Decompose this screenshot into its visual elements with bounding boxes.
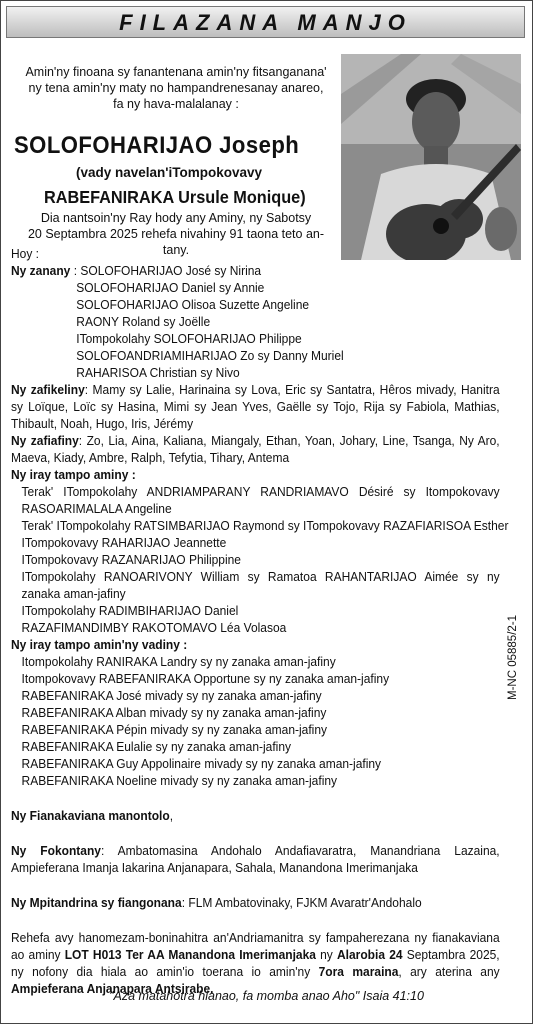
grandchildren <box>11 382 500 433</box>
sibling-item: Terak' ITompokolahy RATSIMBARIJAO Raymond sy ITompokovavy RAZAFIARISOA Esther <box>21 519 509 533</box>
sibling-item: ITompokovavy RAZANARIJAO Philippine <box>21 553 241 567</box>
bible-quote: "Aza matahotra hianao, fa momba anao Aho" Isaia 41:10 <box>109 989 424 1003</box>
funeral-time: 7ora maraina <box>318 965 399 979</box>
spouse-sibling-item: RABEFANIRAKA José mivady sy ny zanaka aman-jafiny <box>21 689 322 703</box>
sibling-item: ITompokovavy RAHARIJAO Jeannette <box>21 536 227 550</box>
fokontany-text: : Ambatomasina Andohalo Andafiavaratra, Manandriana Lazaina, Ampieferana Imanja Iakarina Anjanapara, Sahala, Manandona Imerimanjaka <box>11 844 500 875</box>
spouse-siblings-label <box>11 637 500 654</box>
spouse-sibling-item: RABEFANIRAKA Guy Appolinaire mivady sy ny zanaka aman-jafiny <box>21 757 382 771</box>
funeral-text: , ary aterina any <box>398 965 500 979</box>
portrait-illustration <box>341 54 521 260</box>
funeral-details <box>11 930 500 998</box>
children-item: SOLOFOANDRIAMIHARIJAO Zo sy Danny Muriel <box>76 349 344 363</box>
sibling-item: RAZAFIMANDIMBY RAKOTOMAVO Léa Volasoa <box>21 621 287 635</box>
spouse-name: RABEFANIRAKA Ursule Monique) <box>44 187 306 207</box>
spouse-sibling-item: RABEFANIRAKA Eulalie sy ny zanaka aman-jafiny <box>21 740 292 754</box>
funeral-date: Alarobia 24 <box>336 948 403 962</box>
portrait-photo <box>341 54 521 260</box>
spouse-sibling-item: RABEFANIRAKA Pépin mivady sy ny zanaka aman-jafiny <box>21 723 328 737</box>
children-item: ITompokolahy SOLOFOHARIJAO Philippe <box>76 332 302 346</box>
whole-family-tail: , <box>169 809 174 823</box>
great-grandchildren-text: : Zo, Lia, Aina, Kaliana, Miangaly, Ethan, Yoan, Johary, Line, Tsanga, Ny Aro, Maeva, Kiady, Ambre, Ralph, Tefytia, Tihary, Antema <box>11 434 500 465</box>
spouse-prefix: (vady navelan'iTompokovavy <box>76 165 263 180</box>
grandchildren-text: : Mamy sy Lalie, Harinaina sy Lova, Eric sy Santatra, Hêros mivady, Hanitra sy Loïque, Loïc sy Hasina, Mimi sy Jean Yves, Gaëlle sy Tojo, Rija sy Fabiola, Mathias, Thibault, Noah, Hugo, Iris, Jérémy <box>11 383 500 431</box>
notice-header: FILAZANA MANJO <box>6 6 525 38</box>
death-line: Dia nantsoin'ny Ray hody any Aminy, ny Sabotsy <box>40 211 312 225</box>
children-label: Ny zanany <box>11 264 71 278</box>
pastors-text: : FLM Ambatovinaky, FJKM Avaratr'Andohalo <box>181 896 422 910</box>
spouse-sibling-item: Itompokovavy RABEFANIRAKA Opportune sy ny zanaka aman-jafiny <box>21 672 390 686</box>
spouse-sibling-item: Itompokolahy RANIRAKA Landry sy ny zanaka aman-jafiny <box>21 655 336 669</box>
grandchildren-label: Ny zafikeliny <box>11 383 85 397</box>
intro-line: Amin'ny finoana sy fanantenana amin'ny fitsanganana' <box>25 65 327 79</box>
pastors-label: Ny Mpitandrina sy fiangonana <box>11 896 182 910</box>
children-item: SOLOFOHARIJAO Daniel sy Annie <box>76 281 265 295</box>
intro-line: ny tena amin'ny maty no hampandrenesanay anareo, <box>28 81 324 95</box>
sibling-item: Terak' ITompokolahy ANDRIAMPARANY RANDRIAMAVO Désiré sy Itompokovavy RASOARIMALALA Angeline <box>21 485 500 516</box>
reference-code: M-NC 05885/2-1 <box>507 614 519 700</box>
fokontany <box>11 843 500 877</box>
whole-family <box>11 808 500 825</box>
death-line: 20 Septambra 2025 rehefa nivahiny 91 taona teto an-tany. <box>27 227 325 257</box>
sibling-item: ITompokolahy RANOARIVONY William sy Ramatoa RAHANTARIJAO Aimée sy ny zanaka aman-jafiny <box>21 570 500 601</box>
intro-line: fa ny hava-malalanay : <box>113 97 239 111</box>
children-item: : SOLOFOHARIJAO José sy Nirina <box>73 264 262 278</box>
siblings-label <box>11 467 500 484</box>
children-first <box>11 263 500 280</box>
intro-text <box>16 64 336 112</box>
funeral-text: ny <box>315 948 337 962</box>
funeral-text: Rehefa avy hanomezam-boninahitra an'Andriamanitra sy fampaherezana ny fianakaviana ao aminy <box>11 931 500 962</box>
notice-body <box>11 246 509 998</box>
whole-family-label: Ny Fianakaviana manontolo <box>11 809 170 823</box>
hoy-label: Hoy : <box>11 247 40 261</box>
sibling-item: ITompokolahy RADIMBIHARIJAO Daniel <box>21 604 239 618</box>
siblings-label-text: Ny iray tampo aminy : <box>11 468 136 482</box>
pastors <box>11 895 500 912</box>
spouse-sibling-item: RABEFANIRAKA Noeline mivady sy ny zanaka aman-jafiny <box>21 774 338 788</box>
fokontany-label: Ny Fokontany <box>11 844 101 858</box>
funeral-text: Septambra 2025, ny nofony dia hiala ao amin'io toerana io amin'ny <box>11 948 500 979</box>
great-grandchildren <box>11 433 500 467</box>
spouse-sibling-item: RABEFANIRAKA Alban mivady sy ny zanaka aman-jafiny <box>21 706 327 720</box>
spouse-siblings-label-text: Ny iray tampo amin'ny vadiny : <box>11 638 188 652</box>
funeral-address: LOT H013 Ter AA Manandona Imerimanjaka <box>64 948 316 962</box>
great-grandchildren-label: Ny zafiafiny <box>11 434 79 448</box>
children-item: SOLOFOHARIJAO Olisoa Suzette Angeline <box>76 298 310 312</box>
children-item: RAHARISOA Christian sy Nivo <box>76 366 240 380</box>
deceased-name: SOLOFOHARIJAO Joseph <box>14 132 300 159</box>
funeral-destination: Ampieferana Anjanapara Antsirabe. <box>11 982 214 996</box>
children-item: RAONY Roland sy Joëlle <box>76 315 211 329</box>
